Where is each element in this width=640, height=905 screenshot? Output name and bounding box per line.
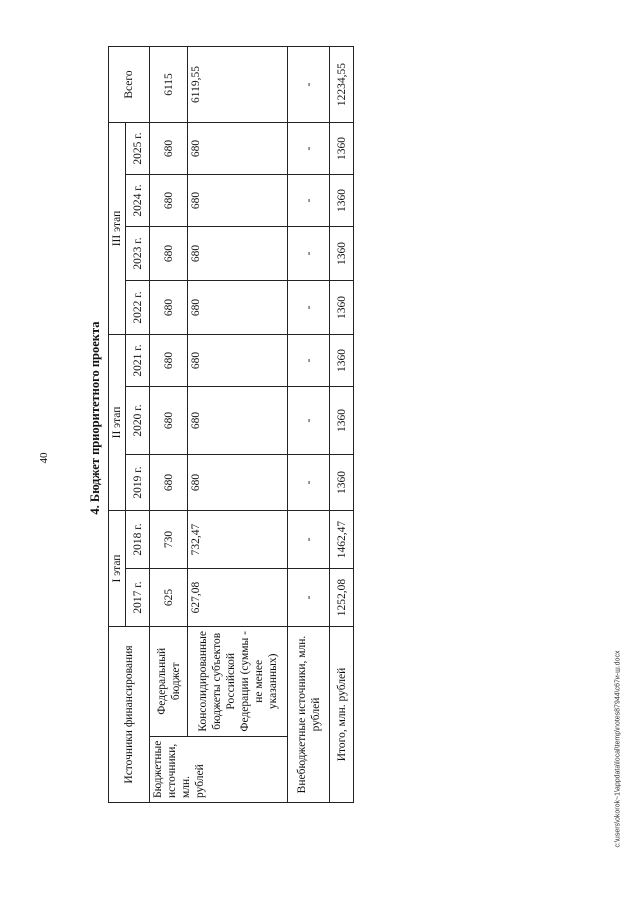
table-cell: 1360	[330, 227, 354, 281]
header-row-stages	[109, 47, 126, 803]
table-cell: 680	[150, 281, 188, 335]
table-cell: 680	[188, 387, 288, 455]
table-cell: -	[288, 387, 330, 455]
header-year: 2024 г.	[126, 175, 150, 227]
header-stage-2: II этап	[109, 335, 126, 511]
budget-sources-label: Бюджетные источники, млн. рублей	[150, 736, 288, 802]
table-cell: 1252,08	[330, 569, 354, 627]
table-cell: 680	[150, 123, 188, 175]
header-year: 2017 г.	[126, 569, 150, 627]
table-cell: 730	[150, 511, 188, 569]
table-cell: -	[288, 281, 330, 335]
header-sources: Источники финансирования	[109, 627, 150, 803]
table-cell: 680	[150, 227, 188, 281]
table-cell: 1360	[330, 455, 354, 511]
header-year: 2021 г.	[126, 335, 150, 387]
table-cell-total: 6119,55	[188, 47, 288, 123]
file-path-text: c:\users\okorok~1\appdata\local\temp\notes87944\с67и-ш.docx	[614, 650, 622, 848]
table-cell: 1462,47	[330, 511, 354, 569]
table-cell: -	[288, 569, 330, 627]
table-cell: 680	[188, 281, 288, 335]
header-stage-1: I этап	[109, 511, 126, 627]
table-cell: 680	[188, 123, 288, 175]
page-title: 4. Бюджет приоритетного проекта	[88, 321, 102, 515]
table-cell: 1360	[330, 335, 354, 387]
table-cell: 680	[150, 335, 188, 387]
table-cell: 680	[188, 227, 288, 281]
header-stage-3: III этап	[109, 123, 126, 335]
table-cell: 680	[150, 175, 188, 227]
table-cell: -	[288, 511, 330, 569]
table-cell: -	[288, 227, 330, 281]
row-label: Внебюджетные источники, млн. рублей	[288, 627, 330, 803]
table-row	[188, 47, 288, 803]
table-cell: 680	[150, 455, 188, 511]
table-cell: -	[288, 175, 330, 227]
row-label: Федеральный бюджет	[150, 627, 188, 737]
header-year: 2020 г.	[126, 387, 150, 455]
table-cell: -	[288, 335, 330, 387]
table-cell: 1360	[330, 175, 354, 227]
header-year: 2019 г.	[126, 455, 150, 511]
table-cell-total: 12234,55	[330, 47, 354, 123]
header-year: 2023 г.	[126, 227, 150, 281]
row-label: Консолидированные бюджеты субъектов Российской Федерации (суммы - не менее указанных)	[188, 627, 288, 737]
header-year: 2022 г.	[126, 281, 150, 335]
header-year: 2025 г.	[126, 123, 150, 175]
table-row-total	[330, 47, 354, 803]
page-number: 40	[38, 452, 50, 464]
table-cell: 732,47	[188, 511, 288, 569]
table-cell: 680	[188, 335, 288, 387]
table-cell: -	[288, 455, 330, 511]
table-row	[150, 47, 188, 803]
table-cell: 1360	[330, 387, 354, 455]
table-cell: 1360	[330, 281, 354, 335]
row-label: Итого, млн. рублей	[330, 627, 354, 803]
header-total: Всего	[109, 47, 150, 123]
table-cell: 1360	[330, 123, 354, 175]
table-cell: -	[288, 123, 330, 175]
budget-table	[108, 46, 354, 803]
table-cell: 680	[188, 455, 288, 511]
table-cell: 625	[150, 569, 188, 627]
table-cell: 680	[150, 387, 188, 455]
table-row	[288, 47, 330, 803]
table-cell: 627,08	[188, 569, 288, 627]
header-year: 2018 г.	[126, 511, 150, 569]
rotated-page-content	[83, 0, 369, 848]
table-cell-total: -	[288, 47, 330, 123]
table-cell-total: 6115	[150, 47, 188, 123]
table-cell: 680	[188, 175, 288, 227]
